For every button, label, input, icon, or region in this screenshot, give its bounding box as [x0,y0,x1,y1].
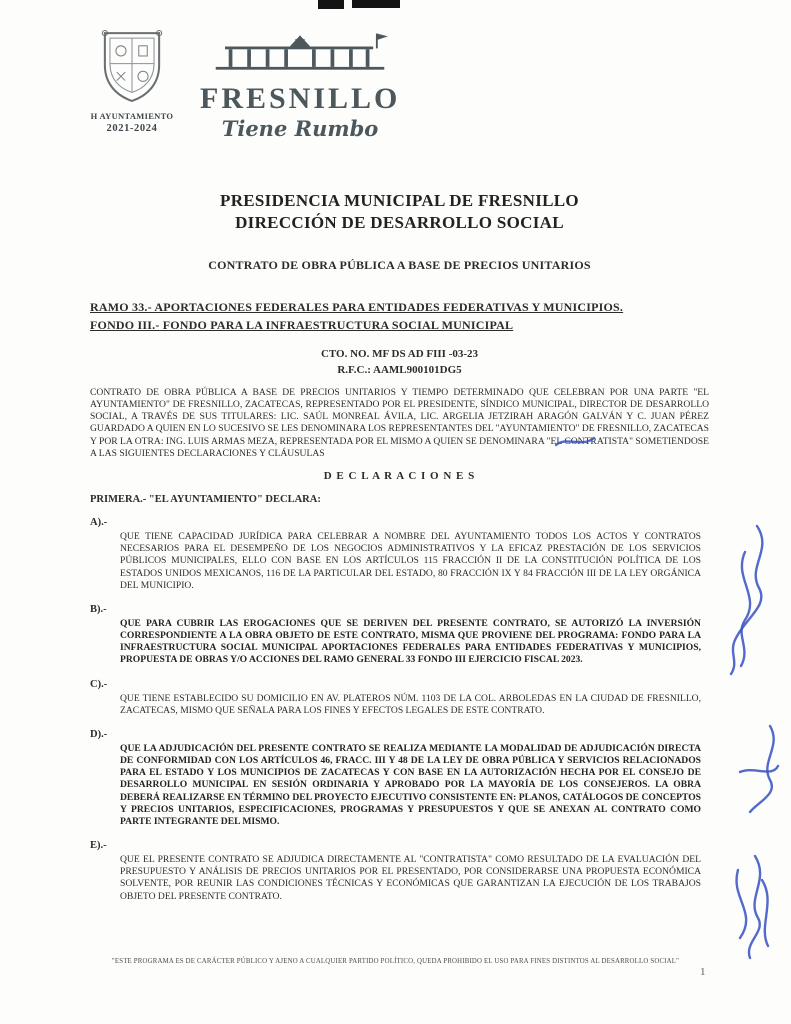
clause-e-label: E).- [90,840,107,852]
page-title [90,190,709,234]
clause-e-text: QUE EL PRESENTE CONTRATO SE ADJUDICA DIRECTAMENTE AL "CONTRATISTA" COMO RESULTADO DE LA EVALUACIÓN DEL PRESUPUESTO Y ANÁLISIS DE PRECIOS UNITARIOS POR EL PRESENTADO, POR CONSIDERARSE UNA PROPUESTA ECONÓMICA SOLVENTE, POR REUNIR LAS CONDICIONES TÉCNICAS Y ECONÓMICAS QUE GARANTIZAN LA EJECUCIÓN DE LOS TRABAJOS OBJETO DEL PRESENTE CONTRATO. [120,854,701,902]
clause-c-label: C).- [90,678,108,690]
scan-artifact [352,0,400,8]
clause-c-text: QUE TIENE ESTABLECIDO SU DOMICILIO EN AV. PLATEROS NÚM. 1103 DE LA COL. ARBOLEDAS EN LA CIUDAD DE FRESNILLO, ZACATECAS, MISMO QUE SEÑALA PARA LOS FINES Y EFECTOS LEGALES DE ESTE CONTRATO. [120,692,701,716]
clause-a-label: A).- [90,517,108,528]
contract-type-heading: CONTRATO DE OBRA PÚBLICA A BASE DE PRECIOS UNITARIOS [208,258,591,273]
clause-b-label: B).- [90,603,107,615]
intro-paragraph: CONTRATO DE OBRA PÚBLICA A BASE DE PRECIOS UNITARIOS Y TIEMPO DETERMINADO QUE CELEBRAN POR UNA PARTE "EL AYUNTAMIENTO" DE FRESNILLO, ZACATECAS, REPRESENTADO POR EL PRESIDENTE, SÍNDICO MUNICIPAL, DIRECTOR DE DESARROLLO SOCIAL, A TRAVÉS DE SUS TITULARES: LIC. SAÚL MONREAL ÁVILA, LIC. ARGELIA JETZIRAH ARAGÓN GALVÁN Y C. JUAN PÉREZ GUARDADO A QUIEN EN LO SUCESIVO SE LES DENOMINARA LOS REPRESENTANTES DEL "AYUNTAMIENTO" DE FRESNILLO, ZACATECAS Y POR LA OTRA: ING. LUIS ARMAS MEZA, REPRESENTADA POR EL MISMO A QUIEN SE DENOMINARA "EL CONTRATISTA" SOMETIENDOSE A LAS SIGUIENTES DECLARACIONES Y CLÁUSULAS [90,386,709,459]
clause-c [90,679,709,717]
ramo-line: RAMO 33.- APORTACIONES FEDERALES PARA ENTIDADES FEDERATIVAS Y MUNICIPIOS. [90,300,624,315]
clause-d [90,729,709,828]
crest-caption [90,111,174,135]
municipal-crest-logo [90,28,174,135]
clause-b [90,604,709,667]
crest-caption-line2: 2021-2024 [106,122,158,134]
clause-e [90,840,709,903]
footer-disclaimer: "ESTE PROGRAMA ES DE CARÁCTER PÚBLICO Y AJENO A CUALQUIER PARTIDO POLÍTICO, QUEDA PROHIBIDO EL USO PARA FINES DISTINTOS AL DESARROLLO SOCIAL" [111,958,680,965]
fondo-line: FONDO III.- FONDO PARA LA INFRAESTRUCTURA SOCIAL MUNICIPAL [90,317,514,332]
crest-caption-line1: H AYUNTAMIENTO [90,111,174,121]
primera-heading: PRIMERA.- "EL AYUNTAMIENTO" DECLARA: [90,494,321,505]
signature-flourish-middle-icon [720,722,790,817]
program-heading [90,299,709,334]
clause-d-text: QUE LA ADJUDICACIÓN DEL PRESENTE CONTRATO SE REALIZA MEDIANTE LA MODALIDAD DE ADJUDICACIÓN DIRECTA DE CONFORMIDAD CON LOS ARTÍCULOS 46, FRACC. III Y 48 DE LA LEY DE OBRA PÚBLICA Y SERVICIOS RELACIONADOS PARA EL ESTADO Y LOS MUNICIPIOS DE ZACATECAS Y CON BASE EN LA AUTORIZACIÓN HECHA POR EL CONSEJO DE DESARROLLO MUNICIPAL EN SESIÓN ORDINARIA Y APROBADO POR LA MAYORÍA DE LOS CONSEJEROS. LA OBRA DEBERÁ REALIZARSE EN TÉRMINO DEL PROYECTO EJECUTIVO CONSISTENTE EN: PLANOS, CATÁLOGOS DE CONCEPTOS Y PRECIOS UNITARIOS, ESPECIFICACIONES, PROGRAMAS Y PRESUPUESTOS Y QUE SE ANEXAN AL CONTRATO COMO PARTE INTEGRANTE DEL MISMO. [120,742,701,827]
coat-of-arms-icon [97,28,167,106]
check-mark-icon [552,432,598,452]
brand-tagline: Tiene Rumbo [221,116,379,141]
scan-artifact [318,0,344,9]
declarations-heading: D E C L A R A C I O N E S [323,470,476,482]
fresnillo-logo [200,28,400,141]
colonnade-building-icon [209,28,391,78]
contract-rfc: R.F.C.: AAML900101DG5 [337,364,462,377]
document-header [90,28,709,140]
brand-name: FRESNILLO [200,82,401,115]
clause-a [90,517,709,592]
signature-flourish-lower-icon [700,850,790,962]
signature-flourish-upper-icon [695,522,785,682]
clause-b-text: QUE PARA CUBRIR LAS EROGACIONES QUE SE DERIVEN DEL PRESENTE CONTRATO, SE AUTORIZÓ LA INVERSIÓN CORRESPONDIENTE A LA OBRA OBJETO DE ESTE CONTRATO, MISMA QUE PROVIENE DEL PROGRAMA: FONDO PARA LA INFRAESTRUCTURA SOCIAL MUNICIPAL APORTACIONES FEDERALES PARA ENTIDADES FEDERATIVAS Y MUNICIPIOS, PROPUESTA DE OBRAS Y/O ACCIONES DEL RAMO GENERAL 33 FONDO III EJERCICIO FISCAL 2023. [120,617,701,666]
clause-a-text: QUE TIENE CAPACIDAD JURÍDICA PARA CELEBRAR A NOMBRE DEL AYUNTAMIENTO TODOS LOS ACTOS Y CONTRATOS NECESARIOS PARA EL DESEMPEÑO DE LOS NEGOCIOS ADMINISTRATIVOS Y LA EFICAZ PRESTACIÓN DE LOS SERVICIOS PÚBLICOS MUNICIPALES, ELLO CON BASE EN LOS ARTÍCULOS 115 FRACCIÓN II DE LA CONSTITUCIÓN POLÍTICA DE LOS ESTADOS UNIDOS MEXICANOS, 116 DE LA PARTICULAR DEL ESTADO, 80 FRACCIÓN IX Y 84 FRACCIÓN III DE LA LEY ORGÁNICA DEL MUNICIPIO. [120,531,701,591]
clause-d-label: D).- [90,728,108,740]
title-line2: DIRECCIÓN DE DESARROLLO SOCIAL [235,213,564,233]
page-number: 1 [700,966,706,978]
contract-identifiers [90,346,709,379]
title-line1: PRESIDENCIA MUNICIPAL DE FRESNILLO [220,191,579,210]
contract-number: CTO. NO. MF DS AD FIII -03-23 [320,347,479,360]
